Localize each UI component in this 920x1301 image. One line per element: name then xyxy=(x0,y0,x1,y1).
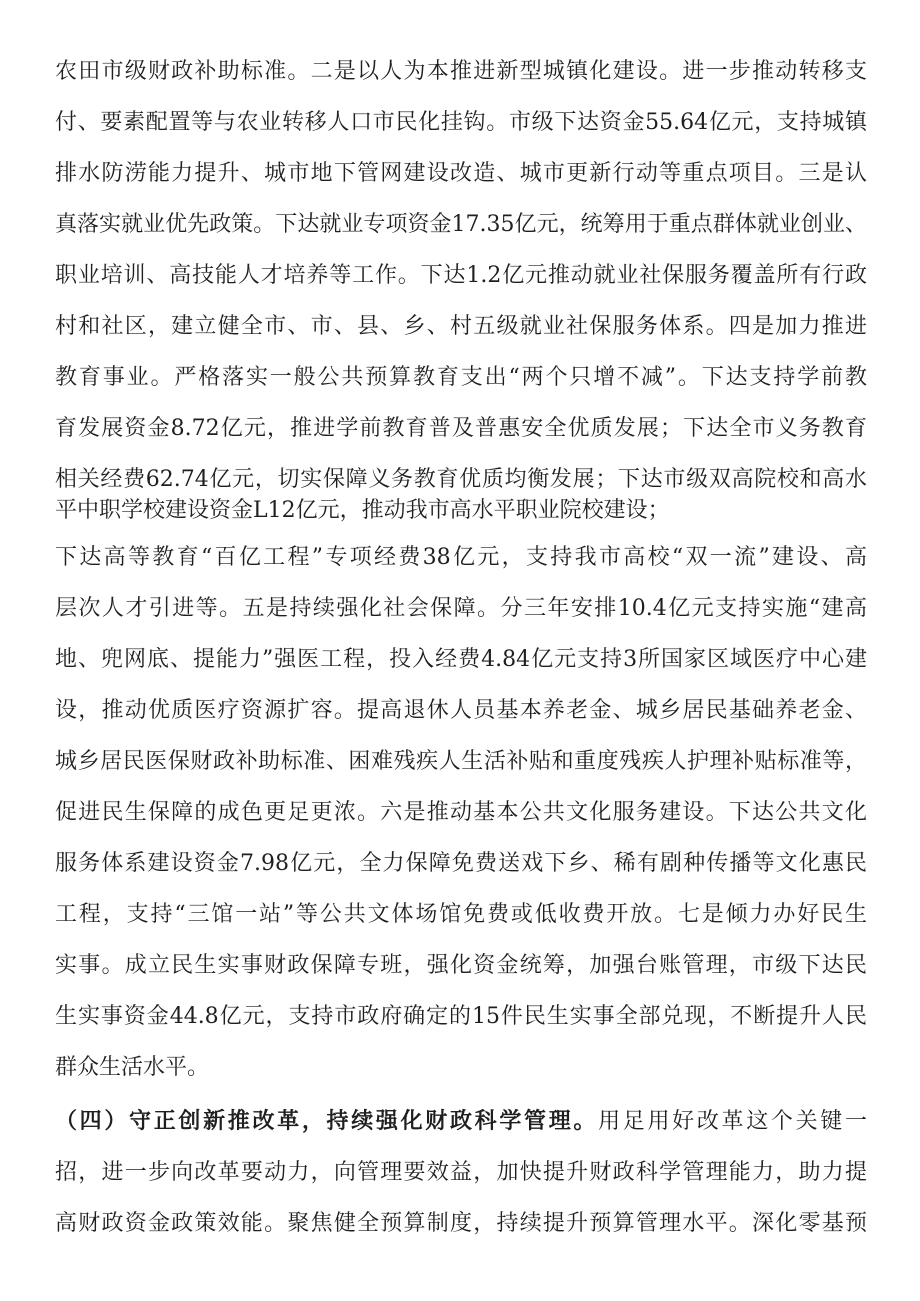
body-line: 职业培训、高技能人才培养等工作。下达1.2亿元推动就业社保服务覆盖所有行政 xyxy=(55,263,867,288)
body-line: 城乡居民医保财政补助标准、困难残疾人生活补贴和重度残疾人护理补贴标准等， xyxy=(55,749,867,774)
body-line: 实事。成立民生实事财政保障专班，强化资金统筹，加强台账管理，市级下达民 xyxy=(55,953,867,978)
body-line: 村和社区，建立健全市、市、县、乡、村五级就业社保服务体系。四是加力推进 xyxy=(55,314,867,339)
body-line: 教育事业。严格落实一般公共预算教育支出“两个只增不减”。下达支持学前教 xyxy=(55,365,867,390)
body-line: 服务体系建设资金7.98亿元，全力保障免费送戏下乡、稀有剧种传播等文化惠民 xyxy=(55,851,867,876)
body-line: 工程，支持“三馆一站”等公共文体场馆免费或低收费开放。七是倾力办好民生 xyxy=(55,902,867,927)
section-line: 用足用好改革这个关键一 xyxy=(598,1109,867,1134)
section-heading-line xyxy=(55,1102,867,1142)
body-line: 真落实就业优先政策。下达就业专项资金17.35亿元，统筹用于重点群体就业创业、 xyxy=(55,212,867,237)
body-line: 生实事资金44.8亿元，支持市政府确定的15件民生实事全部兑现，不断提升人民 xyxy=(55,1004,867,1029)
body-line: 相关经费62.74亿元，切实保障义务教育优质均衡发展；下达市级双高院校和高水 xyxy=(55,467,867,492)
section-heading: （四）守正创新推改革，持续强化财政科学管理。 xyxy=(55,1109,599,1134)
body-line: 群众生活水平。 xyxy=(55,1055,210,1080)
body-line: 农田市级财政补助标准。二是以人为本推进新型城镇化建设。进一步推动转移支 xyxy=(55,59,867,84)
body-line: 育发展资金8.72亿元，推进学前教育普及普惠安全优质发展；下达全市义务教育 xyxy=(55,416,867,441)
body-line: 层次人才引进等。五是持续强化社会保障。分三年安排10.4亿元支持实施“建高 xyxy=(55,596,867,621)
body-line: 促进民生保障的成色更足更浓。六是推动基本公共文化服务建设。下达公共文化 xyxy=(55,800,867,825)
section-line: 招，进一步向改革要动力，向管理要效益，加快提升财政科学管理能力，助力提 xyxy=(55,1160,867,1185)
body-line: 设，推动优质医疗资源扩容。提高退休人员基本养老金、城乡居民基础养老金、 xyxy=(55,698,867,723)
body-line: 地、兜网底、提能力”强医工程，投入经费4.84亿元支持3所国家区域医疗中心建 xyxy=(55,647,867,672)
body-line: 付、要素配置等与农业转移人口市民化挂钩。市级下达资金55.64亿元，支持城镇 xyxy=(55,110,867,135)
body-line: 平中职学校建设资金L12亿元，推动我市高水平职业院校建设； xyxy=(55,498,670,523)
body-line: 排水防涝能力提升、城市地下管网建设改造、城市更新行动等重点项目。三是认 xyxy=(55,161,867,186)
section-line: 高财政资金政策效能。聚焦健全预算制度，持续提升预算管理水平。深化零基预 xyxy=(55,1211,867,1236)
body-line: 下达高等教育“百亿工程”专项经费38亿元，支持我市高校“双一流”建设、高 xyxy=(55,545,867,570)
